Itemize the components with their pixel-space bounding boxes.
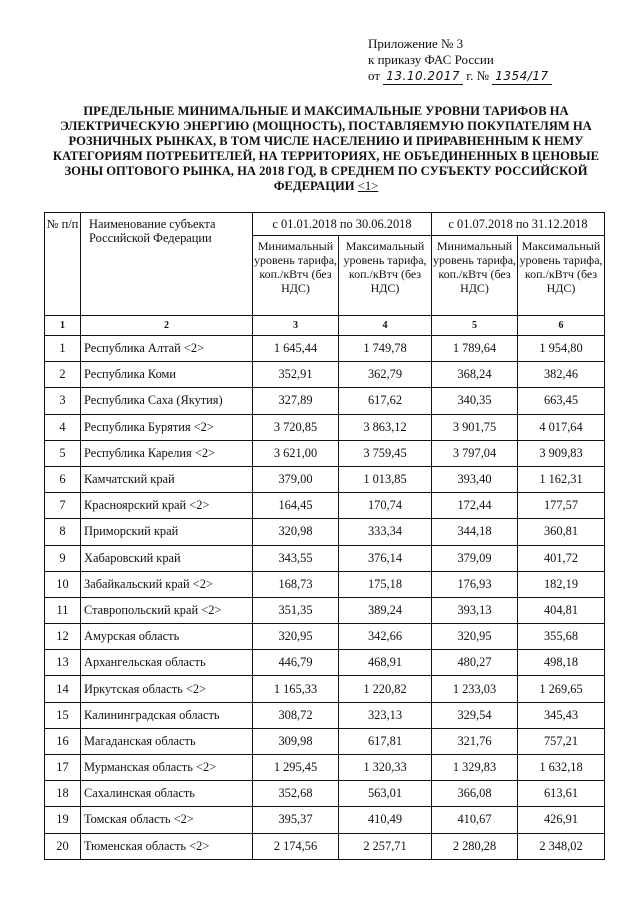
region-name: Приморский край (81, 519, 253, 545)
header-period-1: с 01.01.2018 по 30.06.2018 (253, 213, 432, 236)
col-number: 1 (45, 316, 81, 336)
max-tariff-h1: 175,18 (339, 571, 432, 597)
document-title (52, 104, 600, 194)
table-row (45, 702, 605, 728)
region-name: Республика Алтай <2> (81, 336, 253, 362)
max-tariff-h2: 360,81 (518, 519, 605, 545)
header-min-2: Минимальный уровень тарифа, коп./кВтч (без НДС) (432, 236, 518, 316)
min-tariff-h2: 1 789,64 (432, 336, 518, 362)
max-tariff-h1: 389,24 (339, 597, 432, 623)
region-name: Иркутская область <2> (81, 676, 253, 702)
row-number: 20 (45, 833, 81, 859)
from-label: от (368, 68, 381, 83)
row-number: 10 (45, 571, 81, 597)
min-tariff-h1: 379,00 (253, 466, 339, 492)
row-number: 16 (45, 728, 81, 754)
table-row (45, 571, 605, 597)
max-tariff-h2: 401,72 (518, 545, 605, 571)
max-tariff-h1: 2 257,71 (339, 833, 432, 859)
year-number-label: г. № (466, 68, 490, 83)
min-tariff-h1: 395,37 (253, 807, 339, 833)
region-name: Мурманская область <2> (81, 755, 253, 781)
min-tariff-h1: 168,73 (253, 571, 339, 597)
max-tariff-h1: 1 013,85 (339, 466, 432, 492)
handwritten-number: 1354/17 (492, 68, 551, 85)
row-number: 1 (45, 336, 81, 362)
row-number: 7 (45, 493, 81, 519)
min-tariff-h1: 1 645,44 (253, 336, 339, 362)
min-tariff-h1: 351,35 (253, 597, 339, 623)
table-row (45, 336, 605, 362)
min-tariff-h2: 1 329,83 (432, 755, 518, 781)
min-tariff-h2: 340,35 (432, 388, 518, 414)
row-number: 15 (45, 702, 81, 728)
header-max-2: Максимальный уровень тарифа, коп./кВтч (без НДС) (518, 236, 605, 316)
header-max-1: Максимальный уровень тарифа, коп./кВтч (без НДС) (339, 236, 432, 316)
max-tariff-h2: 1 162,31 (518, 466, 605, 492)
min-tariff-h2: 3 797,04 (432, 440, 518, 466)
max-tariff-h2: 426,91 (518, 807, 605, 833)
title-text: ПРЕДЕЛЬНЫЕ МИНИМАЛЬНЫЕ И МАКСИМАЛЬНЫЕ УРОВНИ ТАРИФОВ НА ЭЛЕКТРИЧЕСКУЮ ЭНЕРГИЮ (МОЩНОСТЬ), ПОСТАВЛЯЕМУЮ ПОКУПАТЕЛЯМ НА РОЗНИЧНЫХ РЫНКАХ, В ТОМ ЧИСЛЕ НАСЕЛЕНИЮ И ПРИРАВНЕННЫМ К НЕМУ КАТЕГОРИЯМ ПОТРЕБИТЕЛЕЙ, НА ТЕРРИТОРИЯХ, НЕ ОБЪЕДИНЕННЫХ В ЦЕНОВЫЕ ЗОНЫ ОПТОВОГО РЫНКА, НА 2018 ГОД, В СРЕДНЕМ ПО СУБЪЕКТУ РОССИЙСКОЙ ФЕДЕРАЦИИ (52, 104, 600, 193)
region-name: Архангельская область (81, 650, 253, 676)
max-tariff-h2: 345,43 (518, 702, 605, 728)
max-tariff-h2: 3 909,83 (518, 440, 605, 466)
row-number: 18 (45, 781, 81, 807)
table-row (45, 545, 605, 571)
min-tariff-h2: 344,18 (432, 519, 518, 545)
max-tariff-h1: 376,14 (339, 545, 432, 571)
region-name: Республика Бурятия <2> (81, 414, 253, 440)
header-min-1: Минимальный уровень тарифа, коп./кВтч (без НДС) (253, 236, 339, 316)
min-tariff-h2: 1 233,03 (432, 676, 518, 702)
min-tariff-h2: 172,44 (432, 493, 518, 519)
min-tariff-h1: 308,72 (253, 702, 339, 728)
title-footnote-ref: <1> (357, 179, 379, 193)
row-number: 12 (45, 624, 81, 650)
max-tariff-h1: 617,62 (339, 388, 432, 414)
region-name: Магаданская область (81, 728, 253, 754)
region-name: Томская область <2> (81, 807, 253, 833)
region-name: Забайкальский край <2> (81, 571, 253, 597)
max-tariff-h1: 3 759,45 (339, 440, 432, 466)
row-number: 3 (45, 388, 81, 414)
table-row (45, 676, 605, 702)
handwritten-date: 13.10.2017 (383, 68, 463, 85)
min-tariff-h1: 352,91 (253, 362, 339, 388)
min-tariff-h2: 2 280,28 (432, 833, 518, 859)
table-row (45, 466, 605, 492)
table-row (45, 755, 605, 781)
min-tariff-h2: 393,13 (432, 597, 518, 623)
min-tariff-h1: 343,55 (253, 545, 339, 571)
table-row (45, 624, 605, 650)
col-number: 6 (518, 316, 605, 336)
max-tariff-h1: 410,49 (339, 807, 432, 833)
max-tariff-h2: 663,45 (518, 388, 605, 414)
table-row (45, 650, 605, 676)
region-name: Республика Коми (81, 362, 253, 388)
region-name: Калининградская область (81, 702, 253, 728)
min-tariff-h1: 1 295,45 (253, 755, 339, 781)
col-number: 3 (253, 316, 339, 336)
max-tariff-h2: 498,18 (518, 650, 605, 676)
row-number: 11 (45, 597, 81, 623)
region-name: Тюменская область <2> (81, 833, 253, 859)
max-tariff-h1: 170,74 (339, 493, 432, 519)
max-tariff-h1: 563,01 (339, 781, 432, 807)
max-tariff-h1: 1 320,33 (339, 755, 432, 781)
max-tariff-h2: 404,81 (518, 597, 605, 623)
min-tariff-h2: 321,76 (432, 728, 518, 754)
min-tariff-h1: 2 174,56 (253, 833, 339, 859)
row-number: 8 (45, 519, 81, 545)
min-tariff-h1: 3 720,85 (253, 414, 339, 440)
max-tariff-h2: 382,46 (518, 362, 605, 388)
row-number: 13 (45, 650, 81, 676)
max-tariff-h2: 177,57 (518, 493, 605, 519)
min-tariff-h1: 320,98 (253, 519, 339, 545)
min-tariff-h1: 309,98 (253, 728, 339, 754)
max-tariff-h1: 1 220,82 (339, 676, 432, 702)
appendix-title: Приложение № 3 (368, 36, 464, 51)
table-body (45, 336, 605, 860)
appendix-date-line (368, 68, 552, 85)
min-tariff-h2: 393,40 (432, 466, 518, 492)
region-name: Ставропольский край <2> (81, 597, 253, 623)
table-row (45, 440, 605, 466)
region-name: Камчатский край (81, 466, 253, 492)
max-tariff-h1: 323,13 (339, 702, 432, 728)
region-name: Сахалинская область (81, 781, 253, 807)
row-number: 17 (45, 755, 81, 781)
row-number: 9 (45, 545, 81, 571)
min-tariff-h1: 320,95 (253, 624, 339, 650)
appendix-order-ref: к приказу ФАС России (368, 52, 494, 67)
max-tariff-h1: 1 749,78 (339, 336, 432, 362)
max-tariff-h1: 333,34 (339, 519, 432, 545)
region-name: Республика Карелия <2> (81, 440, 253, 466)
min-tariff-h2: 410,67 (432, 807, 518, 833)
max-tariff-h2: 757,21 (518, 728, 605, 754)
table-row (45, 728, 605, 754)
table-row (45, 388, 605, 414)
max-tariff-h2: 182,19 (518, 571, 605, 597)
min-tariff-h1: 1 165,33 (253, 676, 339, 702)
table-row (45, 362, 605, 388)
appendix-block (368, 36, 552, 85)
table-row (45, 493, 605, 519)
min-tariff-h2: 320,95 (432, 624, 518, 650)
col-number: 5 (432, 316, 518, 336)
table-row (45, 781, 605, 807)
max-tariff-h1: 617,81 (339, 728, 432, 754)
max-tariff-h1: 468,91 (339, 650, 432, 676)
min-tariff-h1: 352,68 (253, 781, 339, 807)
min-tariff-h1: 164,45 (253, 493, 339, 519)
row-number: 5 (45, 440, 81, 466)
max-tariff-h2: 613,61 (518, 781, 605, 807)
min-tariff-h2: 366,08 (432, 781, 518, 807)
tariff-table (44, 212, 605, 860)
min-tariff-h1: 3 621,00 (253, 440, 339, 466)
max-tariff-h2: 2 348,02 (518, 833, 605, 859)
max-tariff-h2: 1 954,80 (518, 336, 605, 362)
row-number: 4 (45, 414, 81, 440)
table-row (45, 597, 605, 623)
min-tariff-h2: 480,27 (432, 650, 518, 676)
min-tariff-h2: 3 901,75 (432, 414, 518, 440)
row-number: 19 (45, 807, 81, 833)
min-tariff-h2: 176,93 (432, 571, 518, 597)
max-tariff-h2: 4 017,64 (518, 414, 605, 440)
min-tariff-h2: 329,54 (432, 702, 518, 728)
header-region: Наименование субъекта Российской Федерации (81, 213, 253, 316)
max-tariff-h2: 1 269,65 (518, 676, 605, 702)
header-period-2: с 01.07.2018 по 31.12.2018 (432, 213, 605, 236)
table-row (45, 414, 605, 440)
col-number: 2 (81, 316, 253, 336)
row-number: 14 (45, 676, 81, 702)
max-tariff-h1: 362,79 (339, 362, 432, 388)
table-row (45, 519, 605, 545)
column-number-row (45, 316, 605, 336)
header-num: № п/п (45, 213, 81, 316)
region-name: Республика Саха (Якутия) (81, 388, 253, 414)
min-tariff-h1: 327,89 (253, 388, 339, 414)
region-name: Красноярский край <2> (81, 493, 253, 519)
min-tariff-h2: 379,09 (432, 545, 518, 571)
max-tariff-h2: 355,68 (518, 624, 605, 650)
region-name: Хабаровский край (81, 545, 253, 571)
row-number: 6 (45, 466, 81, 492)
max-tariff-h2: 1 632,18 (518, 755, 605, 781)
table-row (45, 833, 605, 859)
col-number: 4 (339, 316, 432, 336)
region-name: Амурская область (81, 624, 253, 650)
min-tariff-h1: 446,79 (253, 650, 339, 676)
max-tariff-h1: 342,66 (339, 624, 432, 650)
table-row (45, 807, 605, 833)
row-number: 2 (45, 362, 81, 388)
max-tariff-h1: 3 863,12 (339, 414, 432, 440)
min-tariff-h2: 368,24 (432, 362, 518, 388)
